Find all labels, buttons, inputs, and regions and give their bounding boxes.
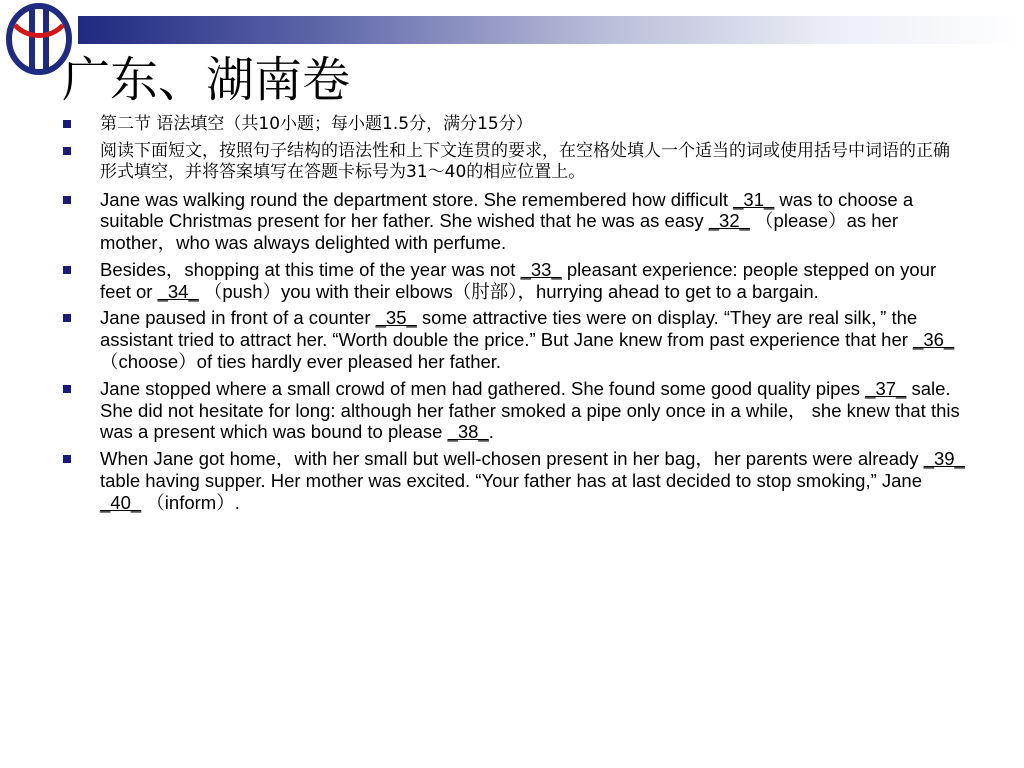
content-list [62,114,966,519]
bullet-icon [63,385,71,393]
blank-36: _36_ [913,329,955,351]
list-item: Besides，shopping at this time of the year was not _33_ pleasant experience: people stepped on your feet or _34_ （push）you with their elbows（肘部），hurrying ahead to get to a bargain. [62,259,966,303]
blank-40: _40_ [100,491,142,513]
list-item: Jane was walking round the department store. She remembered how difficult _31_ was to choose a suitable Christmas present for her father. She wished that he was as easy _32_ （please）as her mother，who was always delighted with perfume. [62,189,966,254]
blank-32: _32_ [708,210,750,232]
list-item: 阅读下面短文，按照句子结构的语法性和上下文连贯的要求，在空格处填人一个适当的词或使用括号中词语的正确形式填空，并将答案填写在答题卡标号为31～40的相应位置上。 [62,141,966,184]
blank-34: _34_ [157,280,199,302]
blank-37: _37_ [865,377,907,399]
blank-31: _31_ [733,188,775,210]
list-item: 第二节 语法填空（共10小题；每小题1.5分，满分15分） [62,114,966,136]
list-item: Jane stopped where a small crowd of men had gathered. She found some good quality pipes _37_ sale. She did not hesitate for long: although her father smoked a pipe only once in a while， she knew that this was a present which was bound to please _38_. [62,378,966,443]
blank-39: _39_ [923,448,965,470]
list-item: Jane paused in front of a counter _35_ some attractive ties were on display. “They are real silk，” the assistant tried to attract her. “Worth double the price.” But Jane knew from past experience that her _36_ （choose）of ties hardly ever pleased her father. [62,307,966,372]
page-title: 广东、湖南卷 [62,52,351,108]
list-item: When Jane got home，with her small but well-chosen present in her bag，her parents were already _39_ table having supper. Her mother was excited. “Your father has at last decided to stop smoking,” Jane _40_ （inform）. [62,448,966,513]
bullet-icon [63,455,71,463]
blank-38: _38_ [447,421,489,443]
header-bar [78,16,1024,44]
bullet-icon [63,314,71,322]
bullet-icon [63,147,71,155]
blank-35: _35_ [375,307,417,329]
bullet-icon [63,196,71,204]
bullet-icon [63,120,71,128]
blank-33: _33_ [520,258,562,280]
bullet-icon [63,266,71,274]
